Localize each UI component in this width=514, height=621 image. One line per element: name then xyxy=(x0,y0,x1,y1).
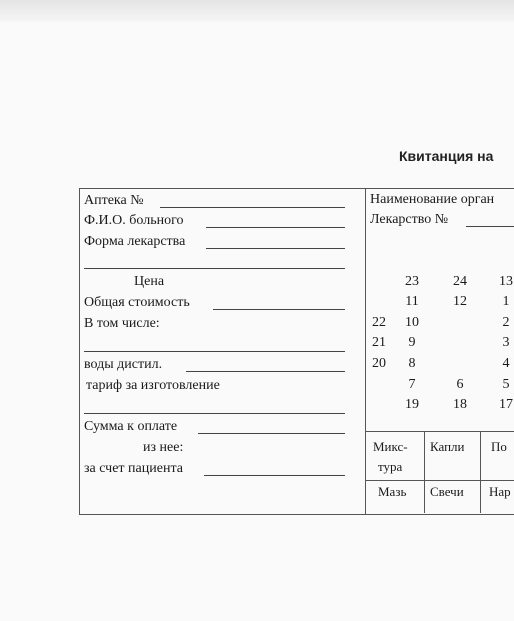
number-cell[interactable]: 17 xyxy=(499,397,513,412)
number-cell[interactable]: 22 xyxy=(372,315,386,330)
drug-label: Лекарство № xyxy=(370,212,449,227)
number-cell[interactable]: 8 xyxy=(408,356,416,371)
table-col-line-1 xyxy=(424,431,425,513)
number-cell[interactable]: 2 xyxy=(502,315,510,330)
org-label: Наименование орган xyxy=(370,192,495,207)
patient-field[interactable] xyxy=(206,227,345,228)
pharmacy-field[interactable] xyxy=(160,207,345,208)
including-label: В том числе: xyxy=(84,316,160,331)
number-cell[interactable]: 1 xyxy=(502,294,510,309)
number-cell[interactable]: 20 xyxy=(372,356,386,371)
table-mid-line xyxy=(365,480,514,481)
pharmacy-label: Аптека № xyxy=(84,193,144,208)
blank-line-2[interactable] xyxy=(84,351,345,352)
form-field[interactable] xyxy=(206,248,345,249)
sum-due-field[interactable] xyxy=(198,433,345,434)
number-cell[interactable]: 9 xyxy=(408,335,416,350)
number-cell[interactable]: 12 xyxy=(453,294,467,309)
number-cell[interactable]: 24 xyxy=(453,274,467,289)
form-label: Форма лекарства xyxy=(84,234,186,249)
sum-due-label: Сумма к оплате xyxy=(84,419,178,434)
number-cell[interactable]: 23 xyxy=(405,274,419,289)
number-cell[interactable]: 7 xyxy=(408,377,416,392)
mixture-cell-line1[interactable]: Микс- xyxy=(373,439,408,454)
patient-label: Ф.И.О. больного xyxy=(84,213,184,228)
powders-cell[interactable]: По xyxy=(491,439,507,454)
scan-top-band xyxy=(0,0,514,22)
mixture-cell-line2[interactable]: тура xyxy=(378,459,403,474)
water-field[interactable] xyxy=(186,371,345,372)
receipt-title: Квитанция на xyxy=(399,148,494,164)
form-column-divider xyxy=(365,188,366,514)
of-which-label: из нее: xyxy=(143,440,184,455)
blank-line-1[interactable] xyxy=(84,268,345,269)
drug-field[interactable] xyxy=(466,226,514,227)
number-cell[interactable]: 13 xyxy=(499,274,513,289)
drops-cell[interactable]: Капли xyxy=(430,439,465,454)
number-cell[interactable]: 21 xyxy=(372,335,386,350)
tariff-label: тариф за изготовление xyxy=(86,378,220,393)
total-field[interactable] xyxy=(213,309,345,310)
number-cell[interactable]: 4 xyxy=(502,356,510,371)
number-cell[interactable]: 3 xyxy=(502,335,510,350)
price-label: Цена xyxy=(134,274,165,289)
patient-pays-label: за счет пациента xyxy=(84,461,183,476)
suppositories-cell[interactable]: Свечи xyxy=(430,484,464,499)
number-cell[interactable]: 18 xyxy=(453,397,467,412)
table-top-line xyxy=(365,431,514,432)
number-cell[interactable]: 10 xyxy=(405,315,419,330)
number-cell[interactable]: 6 xyxy=(456,377,464,392)
table-col-line-2 xyxy=(480,431,481,513)
number-cell[interactable]: 5 xyxy=(502,377,510,392)
number-cell[interactable]: 19 xyxy=(405,397,419,412)
number-cell[interactable]: 11 xyxy=(405,294,419,309)
external-cell[interactable]: Нар xyxy=(489,484,511,499)
ointment-cell[interactable]: Мазь xyxy=(378,484,407,499)
patient-pays-field[interactable] xyxy=(204,475,345,476)
blank-line-3[interactable] xyxy=(84,413,345,414)
water-label: воды дистил. xyxy=(84,357,163,372)
total-label: Общая стоимость xyxy=(84,295,190,310)
